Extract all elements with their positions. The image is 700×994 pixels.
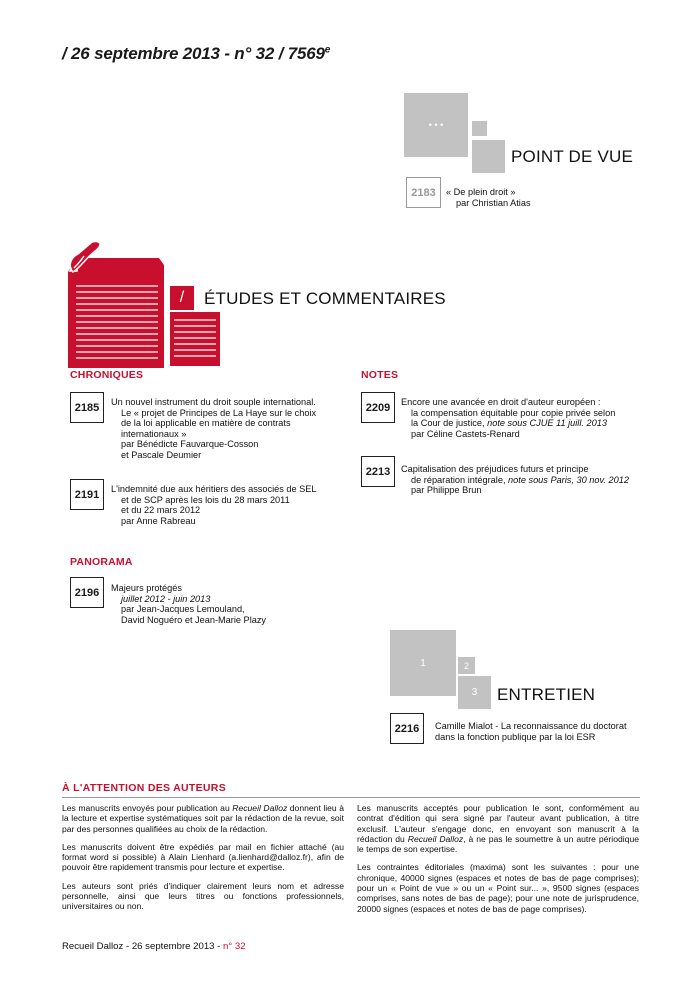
point-de-vue-entry[interactable]: « De plein droit » par Christian Atias [446, 187, 531, 208]
document-stack-icon [64, 238, 224, 368]
paragraph: Les auteurs sont priés d'indiquer clairement leurs nom et adresse personnelle, ainsi que leurs titres ou fonctions professionnels, universitaires ou non. [62, 880, 344, 912]
entry-number-2183[interactable]: 2183 [406, 177, 441, 208]
paragraph: Les contraintes éditoriales (maxima) sont les suivantes : pour une chronique, 40000 signes (espaces et notes de bas de page comprises); pour un « Point de vue » ou un « Point sur... », 9500 signes (espaces comprises, sans notes de bas de page); pour une note de jurisprudence, 20000 signes (espaces et notes de bas de page comprises). [357, 862, 639, 914]
entry-number-2209[interactable]: 2209 [361, 392, 395, 423]
paragraph: Les manuscrits doivent être expédiés par mail en fichier attaché (au format word si possible) à Alain Lienhard (a.lienhard@dalloz.fr), afin de pouvoir être rapidement transmis pour lecture et expertise. [62, 841, 344, 873]
entry-number-2216[interactable]: 2216 [390, 713, 424, 744]
attention-column-left [62, 803, 344, 920]
entry-number-2185[interactable]: 2185 [70, 392, 104, 423]
paragraph: Les manuscrits envoyés pour publication au Recueil Dalloz donnent lieu à la lecture et expertise systématiques soit par la rédaction de la revue, soit par des personnes qualifiées au choix de la rédaction. [62, 803, 344, 834]
entry-number-2191[interactable]: 2191 [70, 479, 104, 510]
slash-marker: / [170, 286, 194, 310]
panorama-label: PANORAMA [70, 556, 133, 568]
small-square [472, 121, 487, 136]
panorama-entry-2196[interactable]: Majeurs protégés juillet 2012 - juin 2013 par Jean-Jacques Lemouland, David Noguéro et Jean-Marie Plazy [111, 583, 267, 625]
square-2: 2 [458, 657, 475, 674]
entry-number-2213[interactable]: 2213 [361, 456, 395, 487]
attention-column-right [357, 803, 639, 922]
point-de-vue-title: POINT DE VUE [511, 147, 634, 166]
square-1: 1 [390, 630, 456, 696]
page-footer: Recueil Dalloz - 26 septembre 2013 - n° 32 [62, 941, 246, 952]
chronique-entry-2191[interactable]: L'indemnité due aux héritiers des associés de SEL et de SCP après les lois du 28 mars 2011 et du 22 mars 2012 par Anne Rabreau [111, 484, 317, 526]
note-entry-2213[interactable]: Capitalisation des préjudices futurs et principe de réparation intégrale, note sous Paris, 30 nov. 2012 par Philippe Brun [401, 464, 629, 496]
entry-number-2196[interactable]: 2196 [70, 577, 104, 608]
notes-label: NOTES [361, 369, 399, 381]
square-3: 3 [458, 676, 491, 709]
issue-header: / 26 septembre 2013 - n° 32 / 7569e [62, 44, 331, 63]
entretien-entry-2216[interactable]: Camille Mialot - La reconnaissance du doctorat dans la fonction publique par la loi ESR [435, 721, 627, 742]
attention-title: À L'ATTENTION DES AUTEURS [62, 782, 226, 794]
chronique-entry-2185[interactable]: Un nouvel instrument du droit souple international. Le « projet de Principes de La Haye sur le choix de la loi applicable en matière de contrats internationaux » par Bénédicte Fauvarque-Cosson et Pascale Deumier [111, 397, 317, 460]
etudes-title: ÉTUDES ET COMMENTAIRES [204, 289, 446, 308]
medium-square [472, 140, 505, 173]
divider [62, 797, 640, 798]
note-entry-2209[interactable]: Encore une avancée en droit d'auteur européen : la compensation équitable pour copie privée selon la Cour de justice, note sous CJUE 11 juill. 2013 par Céline Castets-Renard [401, 397, 616, 439]
chroniques-label: CHRONIQUES [70, 369, 144, 381]
dots-icon: • • • [404, 93, 468, 157]
paragraph: Les manuscrits acceptés pour publication le sont, conformément au contrat d'édition qui sera signé par l'auteur avant publication, à titre exclusif. L'auteur s'engage donc, en envoyant son manuscrit à la rédaction du Recueil Dalloz, à ne pas le soumettre à un autre périodique le temps de son expertise. [357, 803, 639, 855]
entretien-title: ENTRETIEN [497, 685, 596, 704]
